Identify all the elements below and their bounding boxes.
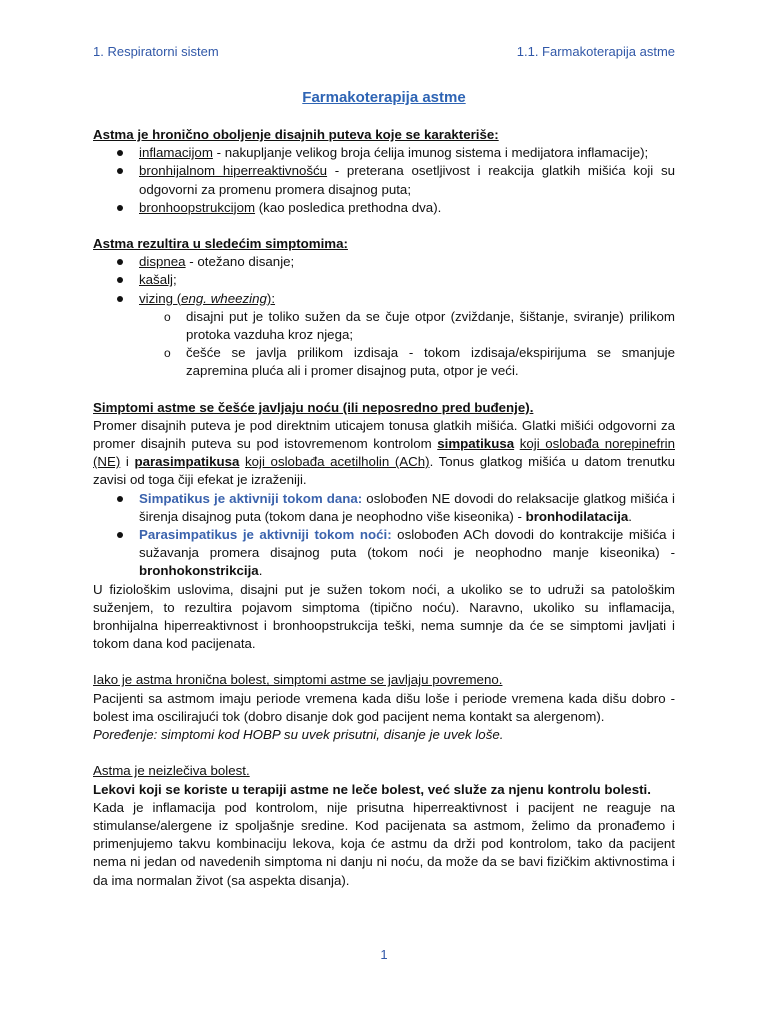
list-item-lead: Simpatikus je aktivniji tokom dana: xyxy=(139,490,363,506)
bullet-list xyxy=(93,253,675,380)
key-statement: Lekovi koji se koriste u terapiji astme ne leče bolest, već služe za njenu kontrolu bolesti. xyxy=(93,781,651,797)
page-title: Farmakoterapija astme xyxy=(302,89,466,106)
list-item xyxy=(93,253,675,271)
list-item-text: - preterana osetljivost i reakcija glatkih mišića koji su odgovorni za promenu promera disajnog puta; xyxy=(139,163,675,197)
paragraph: Promer disajnih puteva je pod direktnim uticajem tonusa glatkih mišića. Glatki mišići odgovorni za promer disajnih puteva su pod istovremenom kontrolom simpatikusa koji oslobađa norepinefrin (NE) i parasimpatikusa koji oslobađa acetilholin (ACh). Tonus glatkog mišića u datom trenutku zavisi od toga čiji efekat je izraženiji. xyxy=(93,417,675,488)
list-item-text: - nakupljanje velikog broja ćelija imunog sistema i medijatora inflamacije); xyxy=(212,145,649,161)
list-item-term: kašalj xyxy=(139,272,173,288)
list-item-term: dispnea xyxy=(139,254,186,270)
paragraph: Pacijenti sa astmom imaju periode vremena kada dišu loše i periode vremena kada dišu dobro - bolest ima oscilirajući tok (dobro disanje dok god pacijent nema kontakt sa alergenom). xyxy=(93,690,675,724)
list-item-lead: Parasimpatikus je aktivniji tokom noći: xyxy=(139,527,392,543)
section-heading: Astma je neizlečiva bolest. xyxy=(93,763,250,779)
list-item-term: bronhijalnom hiperreaktivnošću xyxy=(139,163,328,179)
section-heading: Astma je hronično oboljenje disajnih puteva koje se karakteriše: xyxy=(93,127,499,142)
list-item: Simpatikus je aktivniji tokom dana: oslobođen NE dovodi do relaksacije glatkog mišića i širenja disajnog puta (tokom dana je neophodno više kiseonika) - bronhodilatacija. xyxy=(93,490,675,526)
running-header-right: 1.1. Farmakoterapija astme xyxy=(516,44,675,59)
bullet-list xyxy=(93,490,675,581)
section-heading: Astma rezultira u sledećim simptomima: xyxy=(93,236,348,252)
comparison-note: Poređenje: simptomi kod HOBP su uvek prisutni, disanje je uvek loše. xyxy=(93,727,504,743)
list-item xyxy=(93,144,675,162)
paragraph: Kada je inflamacija pod kontrolom, nije prisutna hiperreaktivnost i pacijent ne reaguje na stimulanse/alergene iz spoljašnje sredine. Kod pacijenata sa astmom, želimo da pronađemo i primenjujemo takvu kombinaciju lekova, koja će astmu da drži pod kontrolom, tako da pacijent nema ni jedan od navedenih simptoma ni danju ni noću, da može da se bavi fizičkim aktivnostima i da ima normalan život (sa aspekta disanja). xyxy=(93,799,675,888)
list-item xyxy=(93,271,675,289)
list-item-text: ; xyxy=(173,272,177,288)
list-item xyxy=(93,162,675,198)
list-item-term: vizing (eng. wheezing): xyxy=(139,290,276,306)
paragraph: U fiziološkim uslovima, disajni put je sužen tokom noći, a ukoliko se to udruži sa patološkim suženjem, to rezultira pojavom simptoma (tipično noću). Naravno, ukoliko su inflamacija, bronhijalna hiperreaktivnost i bronhoopstrukcija teški, nema sumnje da će se simptomi javljati i tokom dana kod pacijenata. xyxy=(93,581,675,652)
term-parasimpatikus: parasimpatikusa xyxy=(134,454,240,470)
list-item-term: inflamacijom xyxy=(139,145,213,161)
list-item-text: - otežano disanje; xyxy=(185,254,295,270)
sub-list-item: o disajni put je toliko sužen da se čuje otpor (zviždanje, šištanje, sviranje) prilikom protoka vazduha kroz njega; xyxy=(93,308,675,344)
list-item xyxy=(93,290,675,308)
list-item-text: (kao posledica prethodna dva). xyxy=(255,199,442,215)
list-item xyxy=(93,199,675,217)
sub-list-item: o češće se javlja prilikom izdisaja - tokom izdisaja/ekspirijuma se smanjuje zapremina pluća ali i promer disajnog puta, otpor je veći. xyxy=(93,344,675,380)
running-header-left: 1. Respiratorni sistem xyxy=(93,44,219,59)
page-number: 1 xyxy=(380,947,388,962)
bullet-list xyxy=(93,144,675,217)
document-body xyxy=(93,126,675,890)
section-heading: Iako je astma hronična bolest, simptomi astme se javljaju povremeno. xyxy=(93,672,503,688)
term-simpatikus: simpatikusa xyxy=(437,436,515,452)
list-item-term: bronhoopstrukcijom xyxy=(139,199,256,215)
section-heading: Simptomi astme se češće javljaju noću (ili neposredno pred buđenje). xyxy=(93,399,534,415)
list-item: Parasimpatikus je aktivniji tokom noći: oslobođen ACh dovodi do kontrakcije mišića i sužavanja promera disajnog puta (tokom noći je neophodno manje kiseonika) - bronhokonstrikcija. xyxy=(93,526,675,581)
